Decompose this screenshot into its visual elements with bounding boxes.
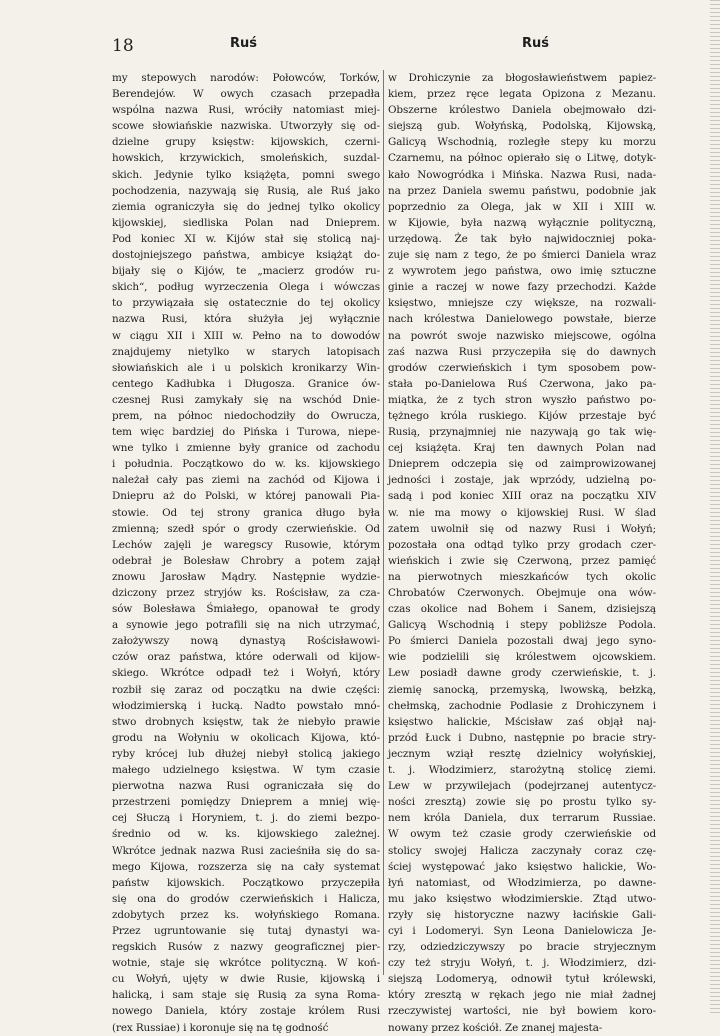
text-line: znowu Jarosław Mądry. Następnie wydzie- [112,570,380,583]
text-line: włodzimierską i łucką. Nadto powstało mnó- [112,699,380,712]
text-line: Po śmierci Daniela pozostali dwaj jego syno- [388,635,656,648]
text-line: zuje się nam z tego, że po śmierci Daniela wraz [388,249,656,262]
page-header [112,30,632,60]
text-line: czów oraz państwa, które oderwali od kijow- [112,651,380,664]
text-line: skiego. Wkrótce odpadł też i Wołyń, który [112,667,380,680]
text-line: zaś nazwa Rusi przyczepiła się do dawnych [388,345,656,358]
text-line: ziemia ograniczyła się do jednej tylko okolicy [112,200,380,213]
text-line: średnio od w. ks. kijowskiego zależnej. [112,828,380,841]
text-line: wieńskich i zwie się Czerwoną, przez pamięć [388,554,656,567]
text-line: mu jako księstwo włodzimierskie. Ztąd utwo- [388,892,656,905]
text-line: howskich, krzywickich, smoleńskich, suzdal- [112,152,380,165]
text-line: znajdujemy nietylko w starych latopisach [112,345,380,358]
text-line: przód Łuck i Dubno, następnie po bracie stry- [388,731,656,744]
text-line: Lew w przywilejach (podejrzanej autentycz- [388,780,656,793]
text-line: na pierwotnych mieszkańców tych okolic [388,570,656,583]
text-line: pierwotna nazwa Rusi ograniczała się do [112,780,380,793]
text-line: rzeczywistej wartości, nie był bowiem koro- [388,1005,656,1018]
text-line: stolicy swojej Halicza zaczynały coraz czę- [388,844,656,857]
text-line: stwo drobnych księstw, tak że niebyło prawie [112,715,380,728]
running-head-left: Ruś [230,36,258,51]
text-line: kijowskiej, siedliska Polan nad Dnieprem. [112,216,380,229]
text-line: pochodzenia, nazywają się Rusią, ale Ruś jako [112,184,380,197]
text-line: zmienną; szedł spór o grody czerwieńskie. Od [112,522,380,535]
text-line: jecznym wziął resztę dzielnicy wołyńskiej, [388,747,656,760]
text-line: a synowie jego potrafili się na nich utrzymać, [112,619,380,632]
text-line: halicką, i sam staje się Rusią za syna Roma- [112,989,380,1002]
text-line: dzielne grupy księstw: kijowskich, czerni- [112,136,380,149]
text-line: dziczony przez stryjów ks. Rościsław, za cza- [112,587,380,599]
text-line: Galicyą Wschodnią, rozległe stepy ku morzu [388,136,656,149]
text-line: grodu na Wołyniu w okolicach Kijowa, któ- [112,731,380,744]
text-line: miątka, że z tych stron wyszło państwo po- [388,393,656,406]
text-line: ginie a raczej w nowe fazy przechodzi. Każde [388,281,656,294]
text-line: nazwa Rusi, która służyła jej wyłącznie [112,313,380,326]
text-line: kało Nowogródka i Mińska. Nazwa Rusi, nada- [388,168,656,181]
text-line: Wkrótce jednak nazwa Rusi zacieśniła się do sa- [112,844,380,857]
column-divider [383,70,384,975]
text-line: cej Słuczą i Horyniem, t. j. do ziemi bezpo- [112,812,380,825]
text-line: łyń natomiast, od Włodzimierza, po dawne- [388,876,656,889]
text-line: ryby krócej lub dłużej niebył stolicą jakiego [112,747,380,760]
text-line: wne tylko i zmienne były granice od zachodu [112,442,380,455]
text-line: Lew posiadł dawne grody czerwieńskie, t. j. [388,667,656,680]
text-line: regskich Rusów z nazwy geograficznej pier- [112,941,380,954]
text-line: jedności i zostaje, jak wprzódy, udzielną po- [388,474,656,487]
text-line: rozbił się zaraz od początku na dwie części: [112,683,380,696]
text-line: słowiańskich ale i u polskich kronikarzy Win- [112,361,380,374]
text-line: który zresztą w rękach jego nie miał żadnej [388,989,656,1002]
text-line: Galicyą Wschodnią i stepy pobliższe Podola. [388,619,656,632]
text-line: Czarnemu, na północ opierało się o Litwę, dotyk- [388,152,656,165]
text-line: nowego Daniela, który zostaje królem Rusi [112,1005,380,1018]
text-line: wotnie, staje się wkrótce polityczną. W koń- [112,957,380,970]
text-line: nowany przez kościół. Ze znanej majesta- [388,1021,603,1034]
text-line: poprzednio za Olega, jak w XII i XIII w. [388,200,656,213]
text-column-left [112,70,380,1034]
text-column-right [388,70,656,1034]
text-line: na przez Daniela swemu państwu, podobnie jak [388,184,656,197]
text-line: państw kijowskich. Początkowo przyczepiła [112,876,380,889]
text-line: w. nie ma mowy o kijowskiej Rusi. W ślad [388,506,656,519]
text-line: cej książęta. Kraj ten dawnych Polan nad [388,442,656,455]
text-line: wie podzielili się królestwem ojcowskiem. [388,651,656,664]
scanned-page-edge [710,0,720,1016]
text-line: na powrót swoje nazwisko miejscowe, ogólna [388,329,656,342]
text-line: z wywrotem jego państwa, owo imię sztuczne [388,265,656,278]
text-line: czesnej Rusi zamykały się na wschód Dnie- [112,393,380,406]
text-line: t. j. Włodzimierz, starożytną stolicę ziemi. [388,764,656,777]
text-line: cu Wołyń, ujęty w dwie Rusie, kijowską i [112,973,380,986]
text-line: założywszy nową dynastyą Rościsławowi- [112,635,380,648]
text-line: centego Kadłubka i Długosza. Granice ów- [112,377,380,390]
text-line: zdobytych przez ks. wołyńskiego Romana. [112,908,380,921]
text-line: chełmską, zachodnie Podlasie z Drohiczynem i [388,699,656,712]
text-line: się ona do grodów czerwieńskich i Halicza, [112,892,380,905]
text-line: Berendejów. W owych czasach przepadła [112,88,380,101]
body-text [112,70,656,1034]
text-line: stowie. Od tej strony granica długo była [112,506,380,519]
text-line: mego Kijowa, rozszerza się na cały systemat [112,860,380,873]
text-line: Obszerne królestwo Daniela obejmowało dzi- [388,104,656,117]
text-line: wspólna nazwa Rusi, wróciły natomiast miej- [112,104,380,117]
text-line: siejszą gub. Wołyńską, Podolską, Kijowską, [388,120,656,133]
text-line: my stepowych narodów: Połowców, Torków, [112,72,380,84]
text-line: ściej występować jako księstwo halickie, Wo- [388,860,656,873]
text-line: sadą i pod koniec XIII oraz na początku XIV [388,490,656,503]
text-line: małego udzielnego księstwa. W tym czasie [112,764,380,777]
text-line: W owym też czasie grody czerwieńskie od [388,828,656,841]
text-line: rzy, odziedziczywszy po bracie stryjecznym [388,941,656,954]
text-line: nem króla Daniela, dux terrarum Russiae. [388,812,656,825]
text-line: dostojniejszego państwa, ambicye książąt do- [112,249,380,262]
text-line: tężnego króla ruskiego. Kijów przestaje być [388,409,656,422]
text-line: rzyły się historyczne nazwy łacińskie Gali- [388,908,656,921]
text-line: sów Bolesława Śmiałego, opanował te grody [112,603,380,616]
text-line: Chrobatów Czerwonych. Obejmuje ona wów- [388,587,656,599]
text-line: pozostała ona odtąd tylko przy grodach czer- [388,538,656,551]
text-line: Lechów zajęli je waregscy Rusowie, którym [112,538,380,551]
running-head-right: Ruś [522,36,550,51]
text-line: należał cały pas ziemi na zachód od Kijowa i [112,474,380,487]
page-number: 18 [112,36,134,56]
text-line: skich. Jedynie tylko książęta, pomni swego [112,168,380,181]
text-line: grodów czerwieńskich i tym sposobem pow- [388,361,656,374]
text-line: Dniepru aż do Polski, w której panowali Pia- [112,490,380,503]
text-line: Rusią, przynajmniej nie nazywają go tak wię- [388,426,656,439]
text-line: bijały się o Kijów, te „macierz grodów ru- [112,265,380,278]
text-line: w Kijowie, była nazwą wyłącznie polityczną, [388,216,656,229]
text-line: scowe słowiańskie nazwiska. Utworzyły się od- [112,120,380,133]
text-line: siejszą Lodomeryą, odnowił tytuł królewski, [388,973,656,986]
text-line: w Drohiczynie za błogosławieństwem papiez- [388,72,656,84]
text-line: nach królestwa Danielowego powstałe, bierze [388,313,656,326]
text-line: odebrał je Bolesław Chrobry a potem zajął [112,554,380,567]
text-line: cyi i Lodomeryi. Syn Leona Danielowicza Je- [388,924,656,937]
text-line: przestrzeni pomiędzy Dnieprem a mniej wię- [112,796,380,809]
text-line: Dnieprem odczepia się od zaimprowizowanej [388,458,656,471]
text-line: księstwo halickie, Mścisław zaś objął naj- [388,715,656,728]
text-line: w ciągu XII i XIII w. Pełno na to dowodów [112,329,380,342]
text-line: kiem, przez ręce legata Opizona z Mezanu. [388,88,656,101]
text-line: prem, na północ niedochodziły do Owrucza, [112,409,380,422]
text-line: to przywiązała się ostatecznie do tej okolicy [112,297,380,310]
text-line: i południa. Początkowo do w. ks. kijowskiego [112,458,380,471]
text-line: Pod koniec XI w. Kijów stał się stolicą naj- [112,232,380,245]
text-line: Przez ugruntowanie się tutaj dynastyi wa- [112,924,380,937]
text-line: księstwo, mniejsze czy większe, na rozwali- [388,297,656,310]
text-line: stała po-Danielowa Ruś Czerwona, jako pa- [388,377,656,390]
text-line: ziemię sanocką, przemyską, lwowską, bełzką, [388,683,656,696]
text-line: czy też stryju Wołyń, t. j. Włodzimierz, dzi- [388,957,656,970]
text-line: czas okolice nad Bohem i Sanem, dzisiejszą [388,603,656,616]
text-line: tem więc bardziej do Pińska i Turowa, niepe- [112,426,380,439]
text-line: ności zresztą) zowie się po prostu tylko sy- [388,796,656,809]
text-line: zatem uwolnił się od nazwy Rusi i Wołyń; [388,522,656,535]
text-line: skich“, podług wyrzeczenia Olega i wówczas [112,281,380,294]
text-line: (rex Russiae) i koronuje się na tę godność [112,1021,329,1034]
text-line: urzędową. Że tak było najwidoczniej poka- [388,232,656,245]
